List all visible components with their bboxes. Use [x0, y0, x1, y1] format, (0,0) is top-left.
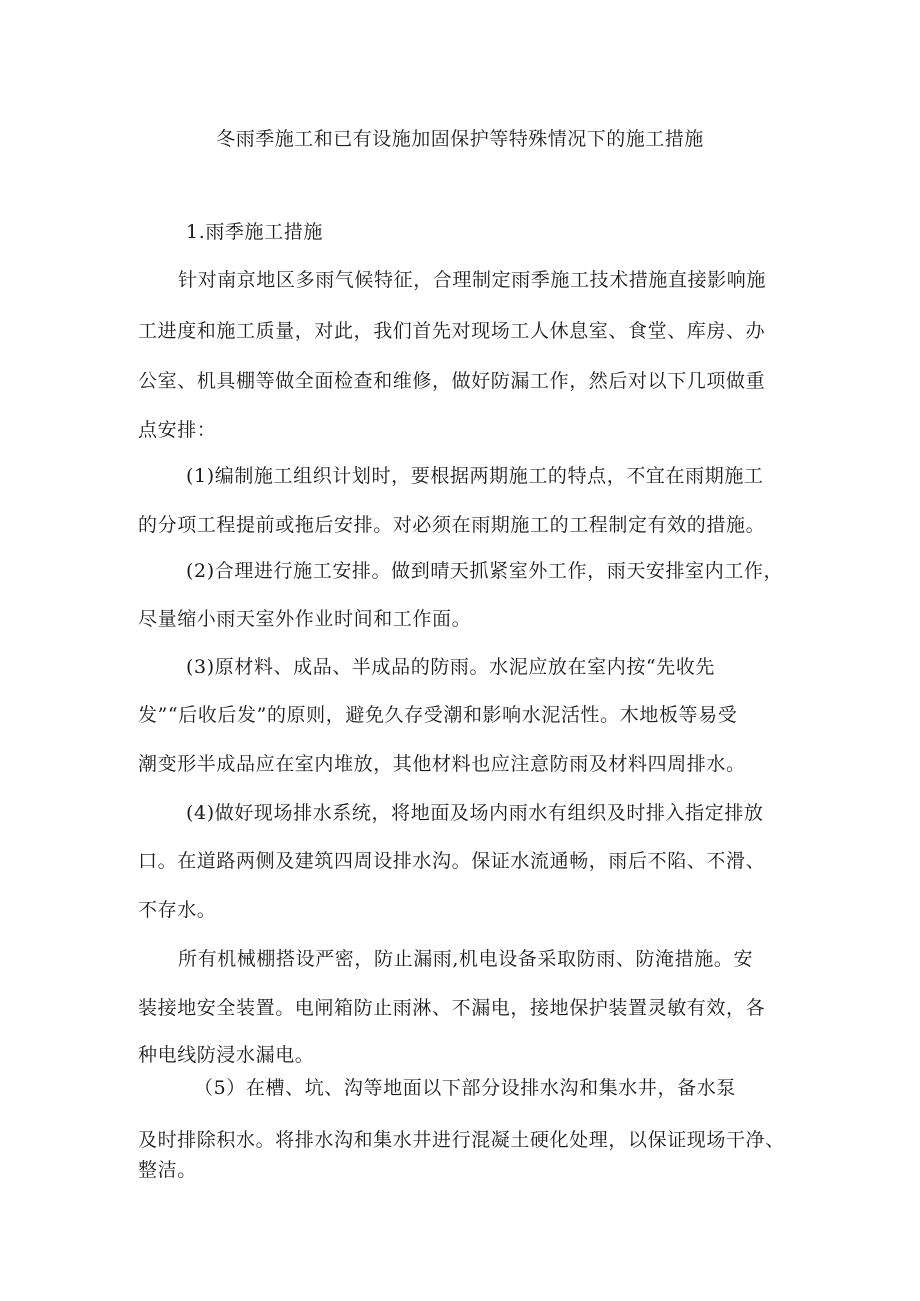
section-heading: 1.雨季施工措施: [186, 221, 323, 243]
paragraph-line: 的分项工程提前或拖后安排。对必须在雨期施工的工程制定有效的措施。: [138, 514, 766, 536]
document-title: 冬雨季施工和已有设施加固保护等特殊情况下的施工措施: [216, 128, 704, 150]
paragraph-line: 及时排除积水。将排水沟和集水井进行混凝土硬化处理，以保证现场干净、: [138, 1129, 785, 1151]
paragraph-line: (2)合理进行施工安排。做到晴天抓紧室外工作，雨天安排室内工作，: [186, 560, 784, 582]
paragraph-line: 所有机械棚搭设严密，防止漏雨,机电设备采取防雨、防淹措施。安: [178, 948, 754, 970]
paragraph-line: 潮变形半成品应在室内堆放，其他材料也应注意防雨及材料四周排水。: [138, 753, 746, 775]
paragraph-line: 不存水。: [138, 899, 217, 921]
paragraph-line: 装接地安全装置。电闸箱防止雨淋、不漏电，接地保护装置灵敏有效，各: [138, 997, 766, 1019]
paragraph-line: (4)做好现场排水系统，将地面及场内雨水有组织及时排入指定排放: [186, 802, 764, 824]
paragraph-line: 口。在道路两侧及建筑四周设排水沟。保证水流通畅，雨后不陷、不滑、: [138, 850, 766, 872]
paragraph-line: 整洁。: [138, 1159, 197, 1181]
paragraph-line: 点安排：: [138, 419, 217, 441]
paragraph-line: 发”“后收后发”的原则，避免久存受潮和影响水泥活性。木地板等易受: [138, 704, 738, 726]
paragraph-line: 公室、机具棚等做全面检查和维修，做好防漏工作，然后对以下几项做重: [138, 370, 766, 392]
paragraph-line: 种电线防浸水漏电。: [138, 1044, 315, 1066]
paragraph-line: (1)编制施工组织计划时，要根据两期施工的特点，不宜在雨期施工: [186, 465, 764, 487]
paragraph-line: 尽量缩小雨天室外作业时间和工作面。: [138, 608, 472, 630]
paragraph-line: (3)原材料、成品、半成品的防雨。水泥应放在室内按“先收先: [186, 656, 716, 678]
paragraph-line: 工进度和施工质量，对此，我们首先对现场工人休息室、食堂、库房、办: [138, 320, 766, 342]
paragraph-line: （5）在槽、坑、沟等地面以下部分设排水沟和集水井，备水泵: [194, 1077, 736, 1099]
paragraph-line: 针对南京地区多雨气候特征，合理制定雨季施工技术措施直接影响施: [178, 269, 767, 291]
